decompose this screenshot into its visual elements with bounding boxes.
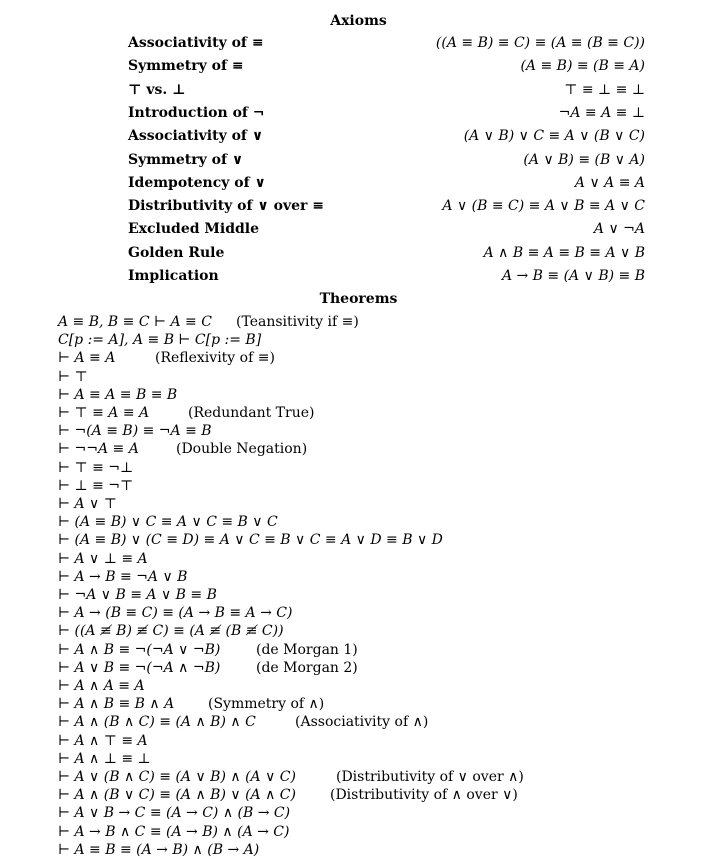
theorem-row [58,604,292,622]
theorem-note: (Double Negation) [176,441,308,457]
theorem-row [58,641,358,659]
theorem-formula: ⊢ ⊤ [58,369,88,385]
theorem-row [58,586,217,604]
axiom-formula: A → B ≡ (A ∨ B) ≡ B [501,268,645,284]
theorem-row [58,495,117,513]
axiom-formula: (A ∨ B) ∨ C ≡ A ∨ (B ∨ C) [463,128,645,144]
theorem-formula: ⊢ A ≡ B ≡ (A → B) ∧ (B → A) [58,842,260,858]
theorem-formula: ⊢ (A ≡ B) ∨ C ≡ A ∨ C ≡ B ∨ C [58,514,278,530]
theorem-formula: ⊢ A ≡ A ≡ B ≡ B [58,387,178,403]
theorem-row [58,677,145,695]
theorem-row [58,404,315,422]
theorem-formula: ⊢ A ∨ (B ∧ C) ≡ (A ∨ B) ∧ (A ∨ C) [58,769,296,785]
theorem-row [58,732,148,750]
theorem-row [58,713,429,731]
theorem-note: (de Morgan 1) [256,642,358,658]
theorem-formula: ⊢ ⊤ ≡ ¬⊥ [58,460,134,476]
theorem-formula: ⊢ A → B ∧ C ≡ (A → B) ∧ (A → C) [58,824,290,840]
theorem-note: (Teansitivity if ≡) [236,314,359,330]
theorem-formula: C[p := A], A ≡ B ⊢ C[p := B] [58,332,262,348]
theorem-note: (de Morgan 2) [256,660,358,676]
theorem-row [58,477,133,495]
axioms-heading: Axioms [330,13,387,29]
theorem-row [58,331,261,349]
theorem-row [58,422,212,440]
theorem-formula: ⊢ ¬(A ≡ B) ≡ ¬A ≡ B [58,423,212,439]
theorem-row [58,513,278,531]
theorem-formula: A ≡ B, B ≡ C ⊢ A ≡ C [58,314,212,330]
theorem-row [58,823,290,841]
axiom-formula: A ∨ ¬A [593,221,645,237]
theorem-formula: ⊢ A ∧ (B ∧ C) ≡ (A ∧ B) ∧ C [58,714,256,730]
theorem-formula: ⊢ (A ≡ B) ∨ (C ≡ D) ≡ A ∨ C ≡ B ∨ C ≡ A ∨ D ≡ B ∨ D [58,532,443,548]
theorem-formula: ⊢ A ≡ A [58,350,116,366]
theorem-row [58,550,148,568]
theorem-note: (Distributivity of ∧ over ∨) [330,787,518,803]
theorem-row [58,368,88,386]
axiom-formula: ¬A ≡ A ≡ ⊥ [558,105,645,121]
theorem-row [58,695,325,713]
theorem-formula: ⊢ A ∧ A ≡ A [58,678,145,694]
axiom-name: Symmetry of ∨ [128,152,244,168]
axiom-name: Symmetry of ≡ [128,58,244,74]
theorem-row [58,804,290,822]
theorem-formula: ⊢ ¬A ∨ B ≡ A ∨ B ≡ B [58,587,217,603]
theorem-formula: ⊢ ⊥ ≡ ¬⊤ [58,478,134,494]
theorem-note: (Associativity of ∧) [295,714,429,730]
theorem-formula: ⊢ ((A ≢ B) ≢ C) ≡ (A ≢ (B ≢ C)) [58,623,284,639]
theorem-formula: ⊢ A → B ≡ ¬A ∨ B [58,569,188,585]
theorem-row [58,841,259,859]
axiom-name: Golden Rule [128,245,225,261]
theorem-formula: ⊢ A ∨ ⊤ [58,496,117,512]
theorem-formula: ⊢ A ∨ ⊥ ≡ A [58,551,148,567]
theorem-formula: ⊢ ⊤ ≡ A ≡ A [58,405,150,421]
theorem-note: (Distributivity of ∨ over ∧) [336,769,524,785]
theorem-row [58,440,308,458]
theorem-formula: ⊢ A ∧ (B ∨ C) ≡ (A ∧ B) ∨ (A ∧ C) [58,787,296,803]
theorem-row [58,531,443,549]
axiom-name: Associativity of ≡ [128,35,264,51]
theorem-row [58,568,187,586]
theorem-row [58,768,524,786]
theorem-note: (Symmetry of ∧) [208,696,325,712]
theorem-formula: ⊢ A ∨ B → C ≡ (A → C) ∧ (B → C) [58,805,291,821]
axiom-formula: A ∨ (B ≡ C) ≡ A ∨ B ≡ A ∨ C [442,198,645,214]
theorem-row [58,459,133,477]
theorem-formula: ⊢ A ∧ B ≡ ¬(¬A ∨ ¬B) [58,642,221,658]
axiom-name: Associativity of ∨ [128,128,264,144]
axiom-name: ⊤ vs. ⊥ [128,82,186,98]
axiom-formula: ((A ≡ B) ≡ C) ≡ (A ≡ (B ≡ C)) [435,35,645,51]
theorem-row [58,313,359,331]
theorem-row [58,386,177,404]
theorem-row [58,622,284,640]
theorem-formula: ⊢ A → (B ≡ C) ≡ (A → B ≡ A → C) [58,605,293,621]
theorem-note: (Redundant True) [188,405,315,421]
theorem-row [58,659,358,677]
axiom-name: Introduction of ¬ [128,105,265,121]
axiom-formula: A ∧ B ≡ A ≡ B ≡ A ∨ B [483,245,645,261]
theorem-formula: ⊢ A ∨ B ≡ ¬(¬A ∧ ¬B) [58,660,221,676]
axiom-name: Implication [128,268,219,284]
theorem-formula: ⊢ A ∧ ⊤ ≡ A [58,733,148,749]
theorem-formula: ⊢ ¬¬A ≡ A [58,441,139,457]
axiom-name: Excluded Middle [128,221,260,237]
axiom-formula: A ∨ A ≡ A [574,175,645,191]
theorem-row [58,750,151,768]
axiom-name: Distributivity of ∨ over ≡ [128,198,325,214]
axiom-formula: (A ∨ B) ≡ (B ∨ A) [523,152,645,168]
theorem-row [58,786,518,804]
theorem-row [58,349,275,367]
axiom-name: Idempotency of ∨ [128,175,266,191]
axiom-formula: (A ≡ B) ≡ (B ≡ A) [520,58,645,74]
theorem-note: (Reflexivity of ≡) [155,350,275,366]
axiom-formula: ⊤ ≡ ⊥ ≡ ⊥ [564,82,645,98]
theorems-heading: Theorems [319,291,398,307]
theorem-formula: ⊢ A ∧ ⊥ ≡ ⊥ [58,751,151,767]
theorem-formula: ⊢ A ∧ B ≡ B ∧ A [58,696,175,712]
